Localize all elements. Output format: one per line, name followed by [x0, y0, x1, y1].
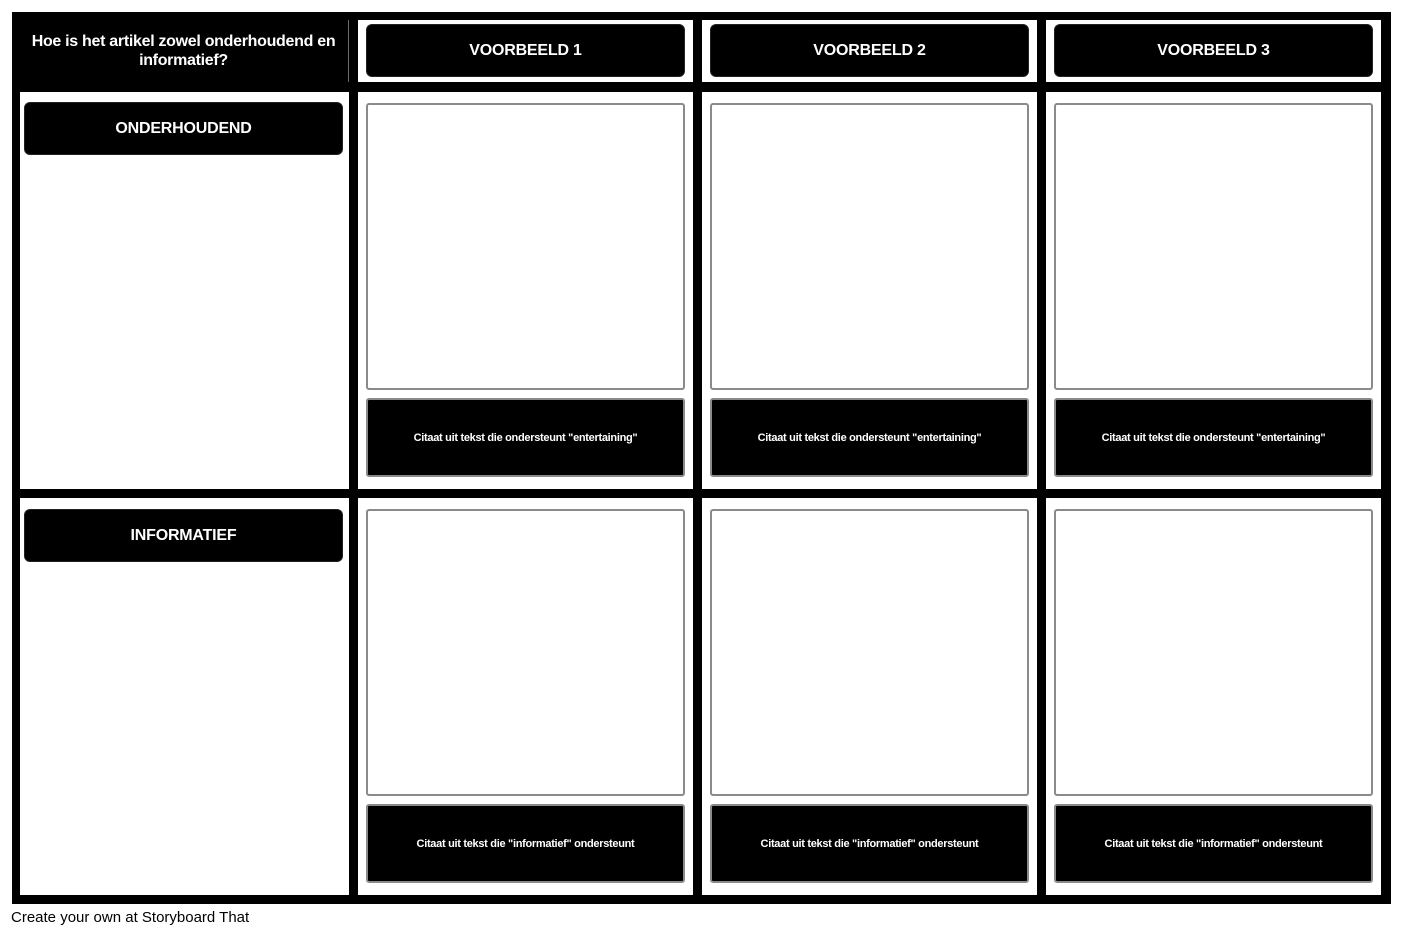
- image-frame-r1c2[interactable]: [710, 103, 1029, 390]
- caption-r1c1[interactable]: Citaat uit tekst die ondersteunt "entertaining": [366, 398, 685, 477]
- column-header-3[interactable]: VOORBEELD 3: [1054, 24, 1373, 77]
- caption-r2c1[interactable]: Citaat uit tekst die "informatief" ondersteunt: [366, 804, 685, 883]
- image-frame-r2c1[interactable]: [366, 509, 685, 796]
- row-header-2[interactable]: INFORMATIEF: [24, 509, 343, 562]
- corner-header: Hoe is het artikel zowel onderhoudend en informatief?: [19, 20, 349, 82]
- image-frame-r2c2[interactable]: [710, 509, 1029, 796]
- column-header-2[interactable]: VOORBEELD 2: [710, 24, 1029, 77]
- image-frame-r1c3[interactable]: [1054, 103, 1373, 390]
- caption-r1c3[interactable]: Citaat uit tekst die ondersteunt "entertaining": [1054, 398, 1373, 477]
- image-frame-r2c3[interactable]: [1054, 509, 1373, 796]
- caption-r1c2[interactable]: Citaat uit tekst die ondersteunt "entertaining": [710, 398, 1029, 477]
- caption-r2c2[interactable]: Citaat uit tekst die "informatief" ondersteunt: [710, 804, 1029, 883]
- row-header-1[interactable]: ONDERHOUDEND: [24, 102, 343, 155]
- caption-r2c3[interactable]: Citaat uit tekst die "informatief" ondersteunt: [1054, 804, 1373, 883]
- column-header-1[interactable]: VOORBEELD 1: [366, 24, 685, 77]
- storyboard-that-footer[interactable]: Create your own at Storyboard That: [11, 909, 250, 926]
- image-frame-r1c1[interactable]: [366, 103, 685, 390]
